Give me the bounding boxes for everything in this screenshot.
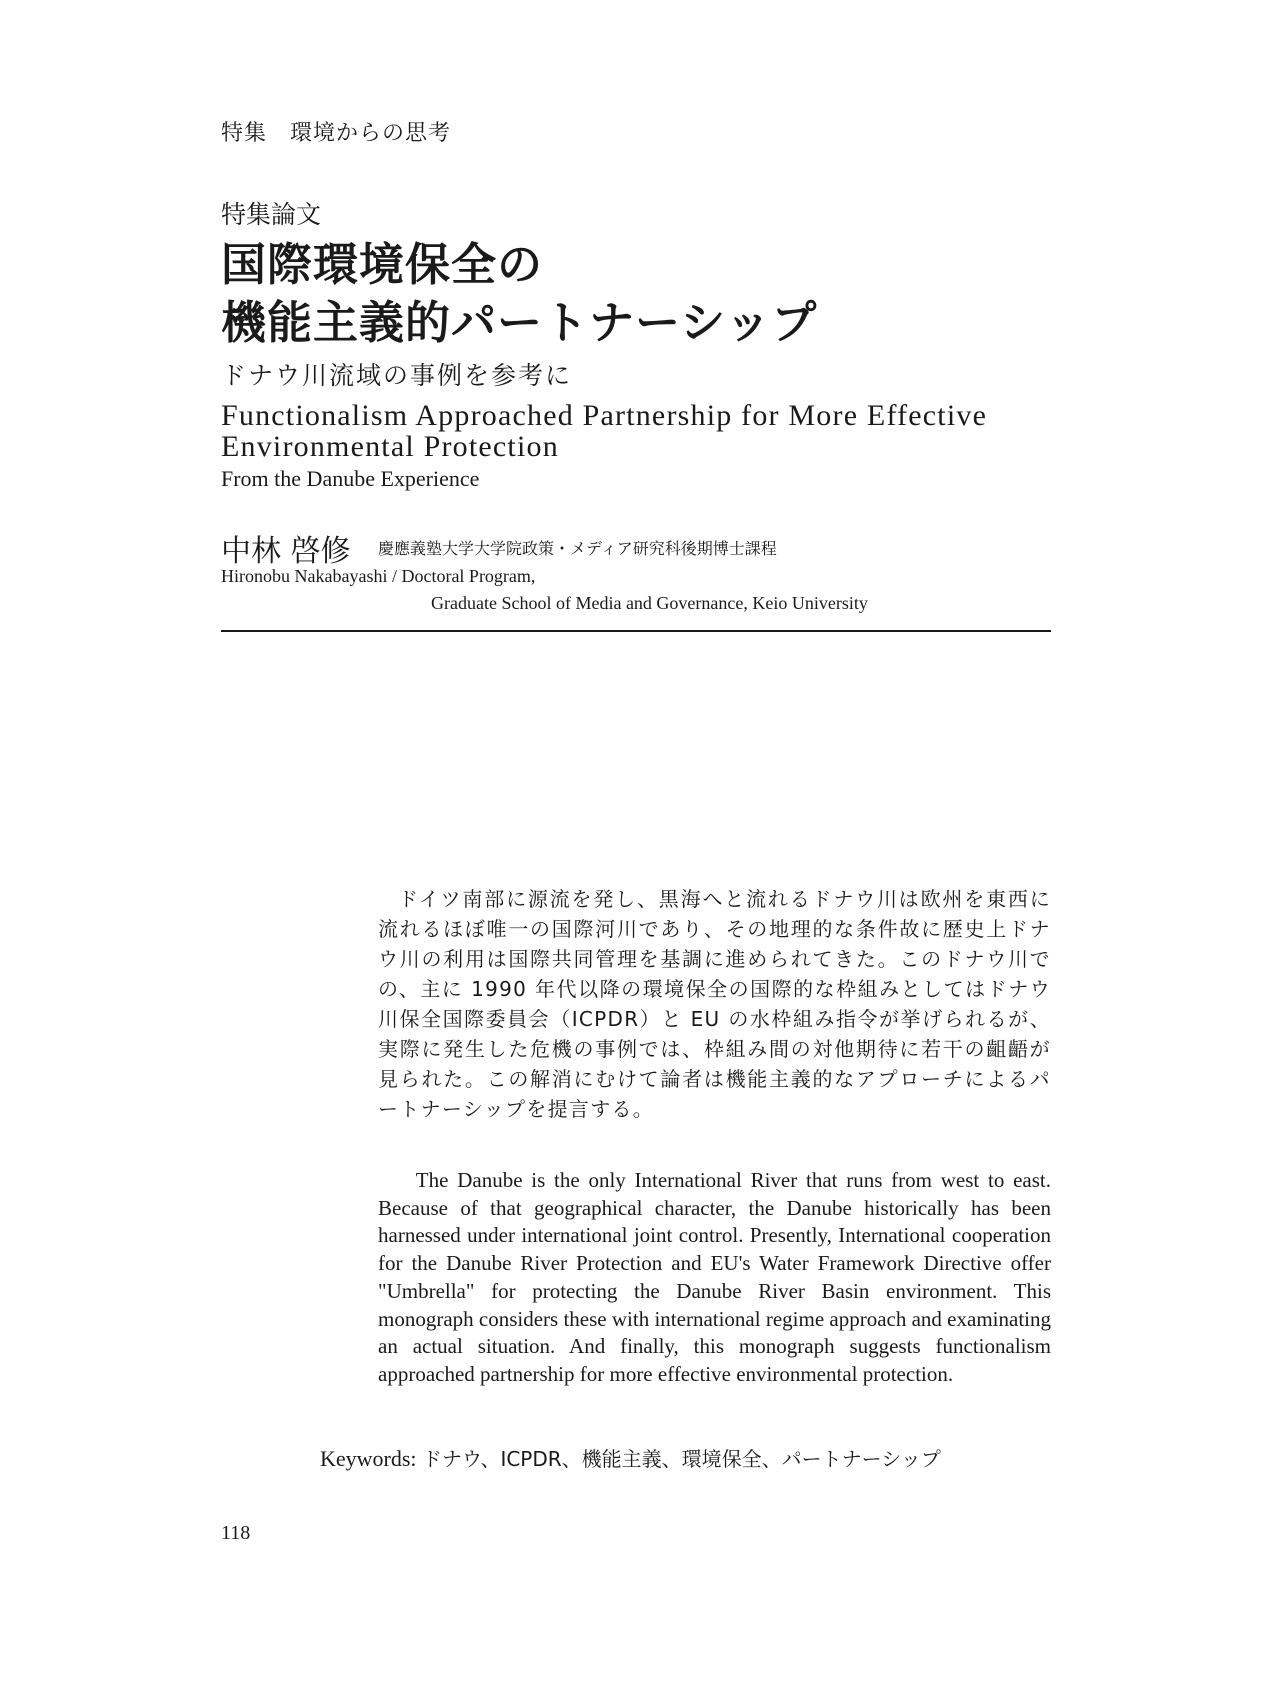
abstract-english: The Danube is the only International River that runs from west to east. Because of that geographical character, the Danube historically has been harnessed under international joint control. Presently, International cooperation for the Danube River Protection and EU's Water Framework Directive offer "Umbrella" for protecting the Danube River Basin environment. This monograph considers these with international regime approach and examinating an actual situation. And finally, this monograph suggests functionalism approached partnership for more effective environmental protection. xyxy=(378,1168,1051,1386)
page-number: 118 xyxy=(221,1522,251,1544)
subtitle-japanese: ドナウ川流域の事例を参考に xyxy=(221,361,573,390)
author-affiliation-english: Graduate School of Media and Governance, Keio University xyxy=(431,593,868,613)
author-affiliation-japanese: 慶應義塾大学大学院政策・メディア研究科後期博士課程 xyxy=(378,539,777,558)
title-japanese-line-1: 国際環境保全の xyxy=(221,238,544,291)
article-type-label: 特集論文 xyxy=(221,200,322,229)
section-header: 特集 環境からの思考 xyxy=(221,121,452,146)
abstract-japanese: ドイツ南部に源流を発し、黒海へと流れるドナウ川は欧州を東西に流れるほぼ唯一の国際河川であり、その地理的な条件故に歴史上ドナウ川の利用は国際共同管理を基調に進められてきた。このドナウ川での、主に 1990 年代以降の環境保全の国際的な枠組みとしてはドナウ川保全国際委員会（ICPDR）と EU の水枠組み指令が挙げられるが、実際に発生した危機の事例では、枠組み間の対他期待に若干の齟齬が見られた。この解消にむけて論者は機能主義的なアプローチによるパートナーシップを提言する。 xyxy=(378,887,1051,1121)
title-japanese xyxy=(221,236,817,352)
title-japanese-line-2: 機能主義的パートナーシップ xyxy=(221,296,818,349)
title-english-line-1: Functionalism Approached Partnership for More Effective xyxy=(221,399,988,432)
header-divider xyxy=(221,630,1051,632)
author-name-english: Hironobu Nakabayashi / Doctoral Program, xyxy=(221,566,536,586)
title-english-line-2: Environmental Protection xyxy=(221,430,559,463)
keywords-values: ドナウ、ICPDR、機能主義、環境保全、パートナーシップ xyxy=(422,1447,941,1471)
keywords xyxy=(320,1443,941,1472)
author-name-japanese: 中林 啓修 xyxy=(221,534,351,569)
subtitle-english: From the Danube Experience xyxy=(221,466,480,491)
keywords-label: Keywords: xyxy=(320,1446,417,1471)
title-english xyxy=(221,400,1051,462)
